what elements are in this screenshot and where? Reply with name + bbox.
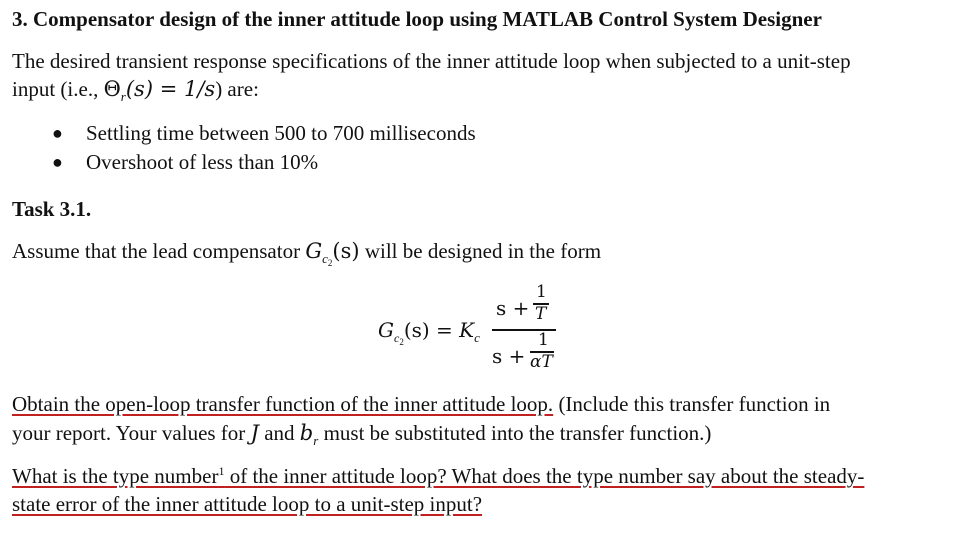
- obtain-line-2: your report. Your values for J and $b_r$ must be substituted into the transfer function.): [12, 421, 712, 448]
- lead-compensator-formula: [378, 282, 578, 378]
- task-title: Task 3.1.: [12, 197, 92, 221]
- theta-subscript: r: [120, 89, 126, 104]
- spec-item-settling: Settling time between 500 to 700 milliseconds: [86, 121, 476, 145]
- section-heading: 3. Compensator design of the inner attitude loop using MATLAB Control System Designer: [12, 7, 822, 31]
- obtain-underlined: Obtain the open-loop transfer function of the inner attitude loop.: [12, 392, 554, 416]
- spec-item-overshoot: Overshoot of less than 10%: [86, 150, 319, 174]
- bullet-icon: ●: [52, 123, 63, 143]
- input-expression: (s) = 1/s: [125, 77, 216, 101]
- question-line-2: state error of the inner attitude loop to a unit-step input?: [12, 492, 483, 516]
- b-subscript: r: [313, 433, 319, 448]
- intro-suffix: ) are:: [215, 77, 259, 101]
- g-args: (s): [332, 239, 360, 263]
- formula-lhs: $G_{c_2}(s) = K_c$: [378, 318, 480, 347]
- footnote-marker: 1: [218, 464, 225, 478]
- numerator-s: s +: [496, 296, 530, 320]
- denominator-alpha-t: αT: [530, 352, 553, 372]
- assume-line: [12, 238, 601, 268]
- bullet-icon: ●: [52, 152, 63, 172]
- assume-prefix: Assume that the lead compensator: [12, 239, 306, 263]
- obtain-rest: (Include this transfer function in: [553, 392, 831, 416]
- numerator-t: T: [535, 304, 547, 324]
- b-symbol: b: [299, 421, 314, 445]
- denominator-one: 1: [538, 330, 549, 350]
- intro-prefix: input (i.e.,: [12, 77, 104, 101]
- j-symbol: J: [250, 421, 259, 445]
- question-line-1: What is the type number$^1$ of the inner attitude loop? What does the type number say about the steady-: [12, 464, 865, 488]
- obtain-line-1: [12, 391, 830, 417]
- intro-line-2: [12, 76, 259, 105]
- intro-line-1: The desired transient response specifications of the inner attitude loop when subjected to a unit-step: [12, 49, 851, 73]
- g-subscript: c2: [322, 251, 333, 268]
- g-symbol: G: [305, 239, 323, 263]
- theta-symbol: Θ: [103, 77, 121, 101]
- denominator-s: s +: [492, 344, 526, 368]
- assume-suffix: will be designed in the form: [359, 239, 602, 263]
- numerator-one: 1: [536, 282, 547, 302]
